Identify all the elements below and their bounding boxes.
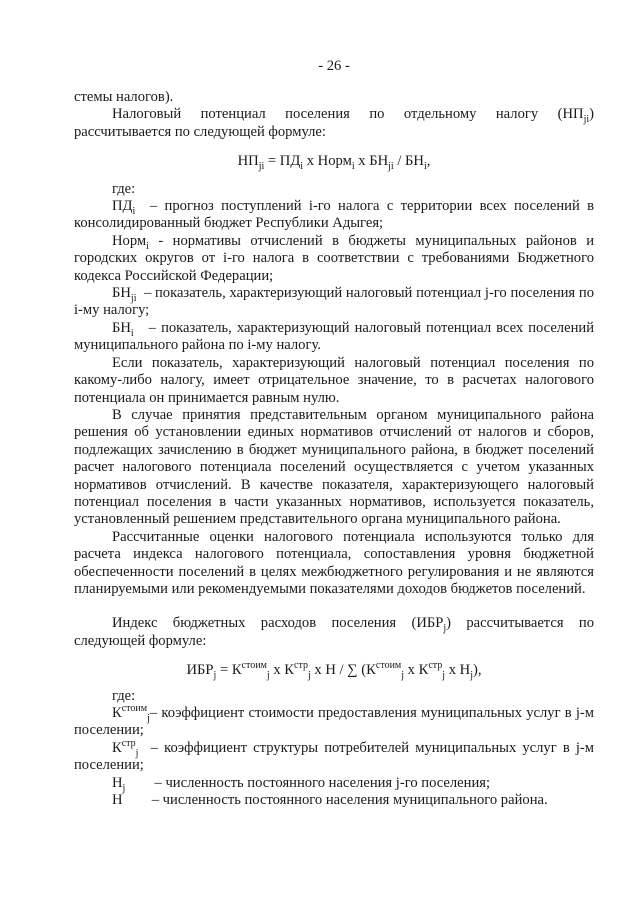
definition-h: Н – численность постоянного населения муниципального района. [112,792,548,809]
paragraph-continuation: стемы налогов). [74,89,174,105]
page-number: - 26 - [318,58,350,74]
definition-k-structure: $К^{стр}_j$ – коэффициент структуры потребителей муниципальных услуг в j-м поселении; [74,737,594,774]
where-label-2: где: [112,687,136,704]
document-body [74,89,594,809]
paragraph-tax-potential-intro: Налоговый потенциал поселения по отдельному налогу $(НП_{ji})$ рассчитывается по следующей формуле: [74,106,594,140]
paragraph-negative-value: Если показатель, характеризующий налоговый потенциал поселения по какому-либо налогу, имеет отрицательное значение, то в расчетах налогового потенциала он принимается равным нулю. [74,354,594,406]
paragraph-unified-norms: В случае принятия представительным органом муниципального района решения об установлении единых нормативов отчислений от налогов и сборов, подлежащих зачислению в бюджет муниципального района, в бюджет поселений расчет налогового потенциала поселений осуществляется с учетом указанных нормативов отчислений. В качестве показателя, характеризующего налоговый потенциал поселения в части указанных нормативов, используется показатель, установленный решением представительного органа муниципального района. [74,406,594,528]
definition-hj: $Н_j$ – численность постоянного населения j-го поселения; [112,774,491,794]
paragraph-expense-index-intro: Индекс бюджетных расходов поселения $(ИБР_j)$ рассчитывается по следующей формуле: [74,615,594,649]
where-label-1: где: [112,180,136,197]
definition-k-cost: $К^{стоим}_j-$ коэффициент стоимости предоставления муниципальных услуг в j-м поселении; [74,703,594,739]
paragraph-estimates-usage: Рассчитанные оценки налогового потенциала используются только для расчета индекса налогового потенциала, сопоставления уровня бюджетной обеспеченности поселений в целях межбюджетного регулирования и не являются планируемыми или рекомендуемыми показателями доходов бюджетов поселений. [74,528,594,597]
definition-pd: $ПД_i$ – прогноз поступлений i-го налога с территории всех поселений в консолидированный бюджет Республики Адыгея; [74,198,594,232]
definition-norm: Норм$_i$ - нормативы отчислений в бюджеты муниципальных районов и городских округов от i-го налога в соответствии с требованиями Бюджетного кодекса Российской Федерации; [74,232,594,284]
formula-expense-index: $ИБР_j = К^{стоим}_j$ x $К^{стр}_j$ x Н / ∑ ($К^{стоим}_j$ x $К^{стр}_j$ x $Н_j$), [186,660,482,682]
definition-bnji: $БН_{ji}$ – показатель, характеризующий налоговый потенциал j-го поселения по i-му налогу; [74,285,594,319]
definition-bni: $БН_i$ – показатель, характеризующий налоговый потенциал всех поселений муниципального района по i-му налогу. [74,319,594,354]
formula-tax-potential: $НП_{ji} = ПД_i$ x Норм$_i$ x $БН_{ji} / БН_i$, [237,153,431,173]
